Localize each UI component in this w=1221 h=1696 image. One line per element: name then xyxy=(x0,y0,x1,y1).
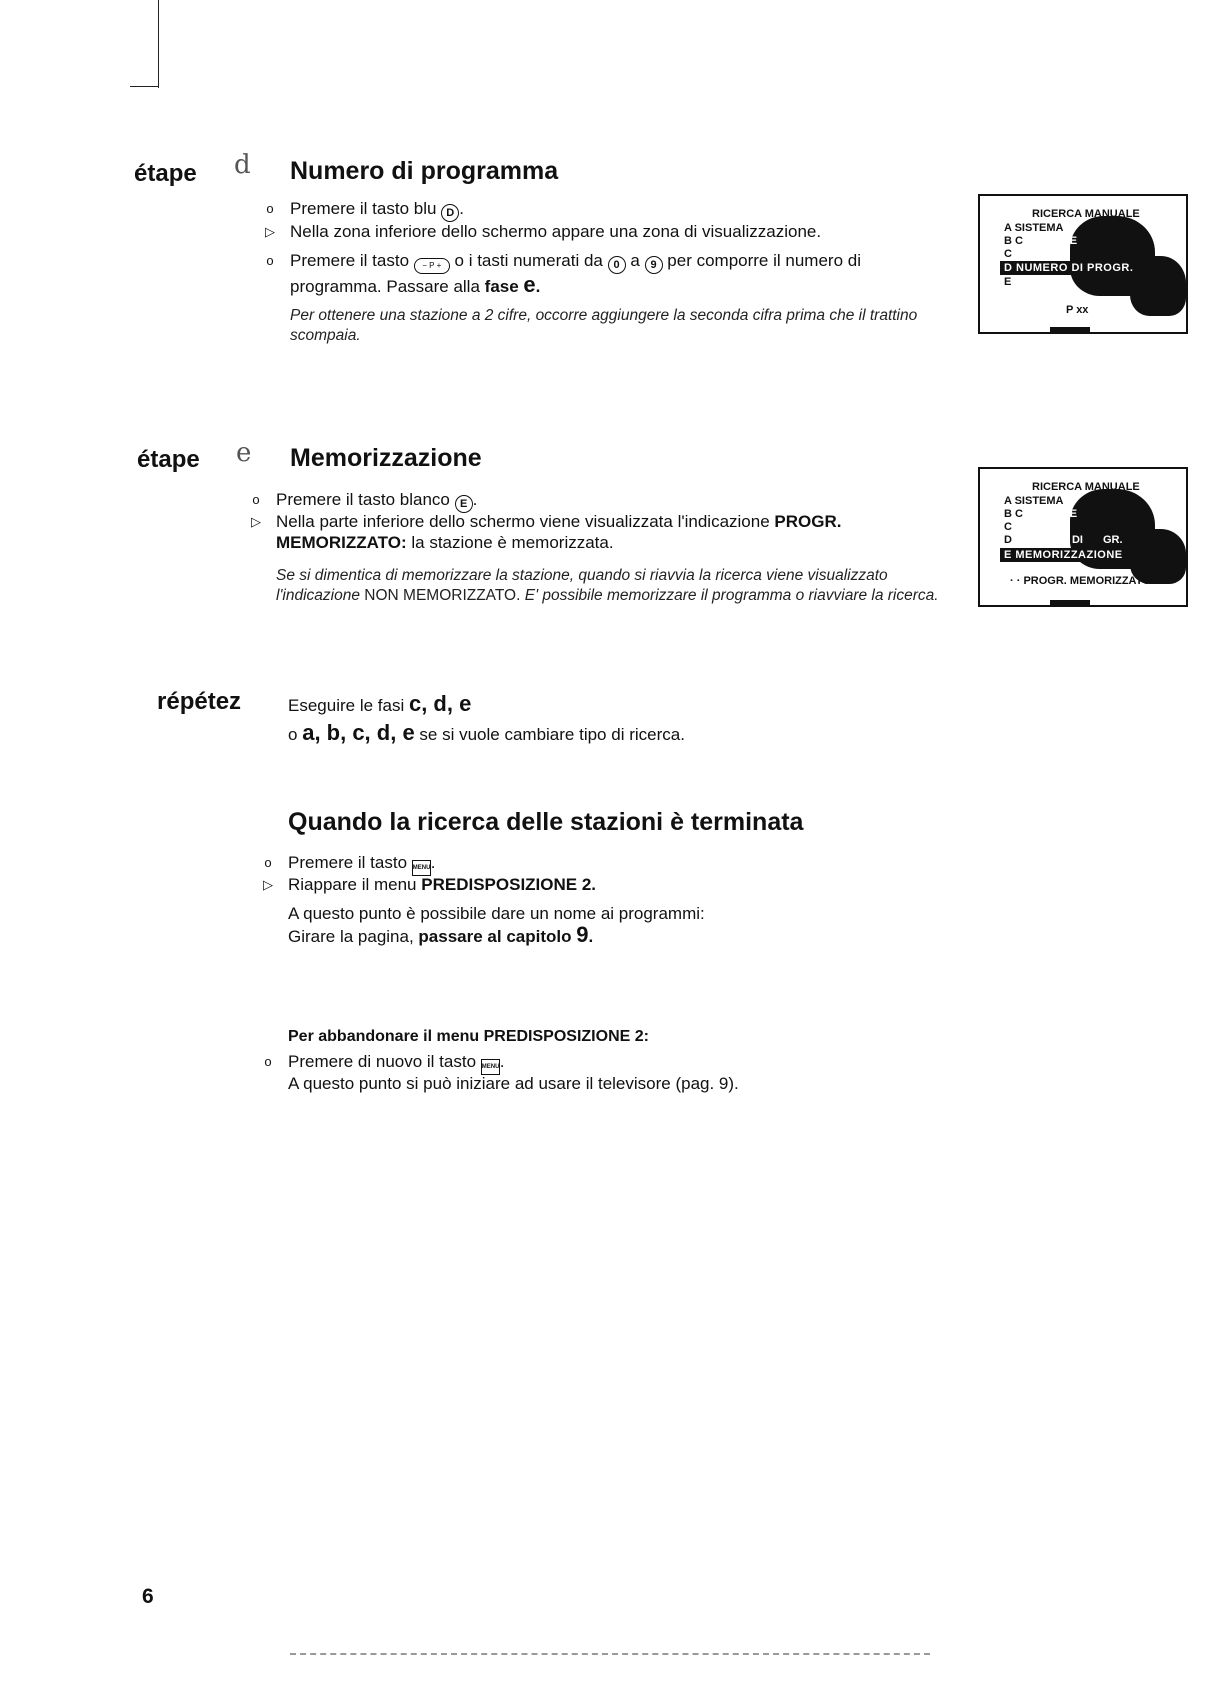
step-d-bullet-1: o Premere il tasto blu D . xyxy=(290,198,950,222)
step-e-label: étape xyxy=(137,446,200,473)
exit-bullet-1: o Premere di nuovo il tasto MENU. xyxy=(288,1051,948,1075)
screen-line-d: D DI GR. xyxy=(1004,534,1123,546)
finished-title: Quando la ricerca delle stazioni è terminata xyxy=(288,808,804,836)
exit-heading: Per abbandonare il menu PREDISPOSIZIONE 2: xyxy=(288,1028,649,1045)
step-e-title: Memorizzazione xyxy=(290,444,482,472)
bullet-circle-icon: o xyxy=(252,492,260,507)
program-key-icon: − P + xyxy=(414,258,450,274)
step-d-note: Per ottenere una stazione a 2 cifre, occorre aggiungere la seconda cifra prima che il trattino scompaia. xyxy=(290,307,918,344)
repeat-line-1: Eseguire le fasi c, d, e xyxy=(288,691,472,716)
screen-title: RICERCA MANUALE xyxy=(1032,208,1140,220)
blue-d-key-icon: D xyxy=(441,204,459,222)
screen-line-b: B C / FRE xyxy=(1004,508,1078,520)
screen-base-mark xyxy=(1050,327,1090,332)
finished-paragraph-2: Girare la pagina, passare al capitolo 9. xyxy=(288,922,594,947)
screen-title: RICERCA MANUALE xyxy=(1032,481,1140,493)
bottom-rule xyxy=(290,1653,930,1655)
screen-line-c: C xyxy=(1004,248,1012,260)
step-d-label: étape xyxy=(134,160,197,187)
presenter-photo-2 xyxy=(1130,256,1186,316)
screen-line-c: C xyxy=(1004,521,1012,533)
bullet-circle-icon: o xyxy=(264,855,272,870)
step-d-bullet-2: ▷ Nella zona inferiore dello schermo appare una zona di visualizzazione. xyxy=(290,221,950,242)
screen-line-e: E xyxy=(1004,276,1012,288)
screen-memorized-readout: · · PROGR. MEMORIZZATO xyxy=(1010,575,1151,587)
step-d-bullet-3: o Premere il tasto − P + o i tasti numerati da 0 a 9 per comporre il numero di programma. Passare alla fase e. xyxy=(290,250,950,297)
screen-program-readout: P xx xyxy=(1066,304,1089,316)
finished-bullet-2: ▷ Riappare il menu PREDISPOSIZIONE 2. xyxy=(288,874,948,895)
tv-screen-memorized xyxy=(978,467,1188,607)
step-e-bullet-2: ▷ Nella parte inferiore dello schermo viene visualizzata l'indicazione PROGR. MEMORIZZATO: la stazione è memorizzata. xyxy=(276,511,950,553)
bullet-circle-icon: o xyxy=(264,1054,272,1069)
crop-mark-vertical xyxy=(158,0,159,88)
menu-key-icon: MENU xyxy=(412,860,431,876)
white-e-key-icon: E xyxy=(455,495,473,513)
result-arrow-icon: ▷ xyxy=(265,224,275,239)
screen-line-e-highlight: E MEMORIZZAZIONE xyxy=(1000,549,1127,561)
bullet-circle-icon: o xyxy=(266,201,274,216)
step-e-note: Se si dimentica di memorizzare la stazione, quando si riavvia la ricerca viene visualizzato l'indicazione NON MEMORIZZATO. E' possibile memorizzare il programma o riavviare la ricerca. xyxy=(276,567,939,604)
step-d-glyph: d xyxy=(234,150,251,180)
repeat-label: répétez xyxy=(157,688,242,715)
finished-paragraph-1: A questo punto è possibile dare un nome ai programmi: xyxy=(288,904,705,923)
step-e-glyph: e xyxy=(236,438,252,468)
step-d-title: Numero di programma xyxy=(290,157,559,185)
digit-9-key-icon: 9 xyxy=(645,256,663,274)
finished-bullet-1: o Premere il tasto MENU. xyxy=(288,852,948,876)
tv-screen-program-number xyxy=(978,194,1188,334)
menu-key-icon: MENU xyxy=(481,1059,500,1075)
crop-mark-horizontal xyxy=(130,86,159,87)
repeat-line-2: o a, b, c, d, e se si vuole cambiare tipo di ricerca. xyxy=(288,720,685,745)
result-arrow-icon: ▷ xyxy=(263,877,273,892)
screen-line-a: A SISTEMA xyxy=(1004,222,1064,234)
screen-line-b: B C / FRE xyxy=(1004,235,1078,247)
screen-base-mark xyxy=(1050,600,1090,605)
step-e-bullet-1: o Premere il tasto blanco E . xyxy=(276,489,950,513)
page-number: 6 xyxy=(142,1585,154,1608)
bullet-circle-icon: o xyxy=(266,253,274,268)
screen-line-a: A SISTEMA xyxy=(1004,495,1064,507)
screen-line-d-highlight: D NUMERO DI PROGR. xyxy=(1000,262,1137,274)
exit-paragraph: A questo punto si può iniziare ad usare il televisore (pag. 9). xyxy=(288,1074,739,1093)
result-arrow-icon: ▷ xyxy=(251,514,261,529)
digit-0-key-icon: 0 xyxy=(608,256,626,274)
